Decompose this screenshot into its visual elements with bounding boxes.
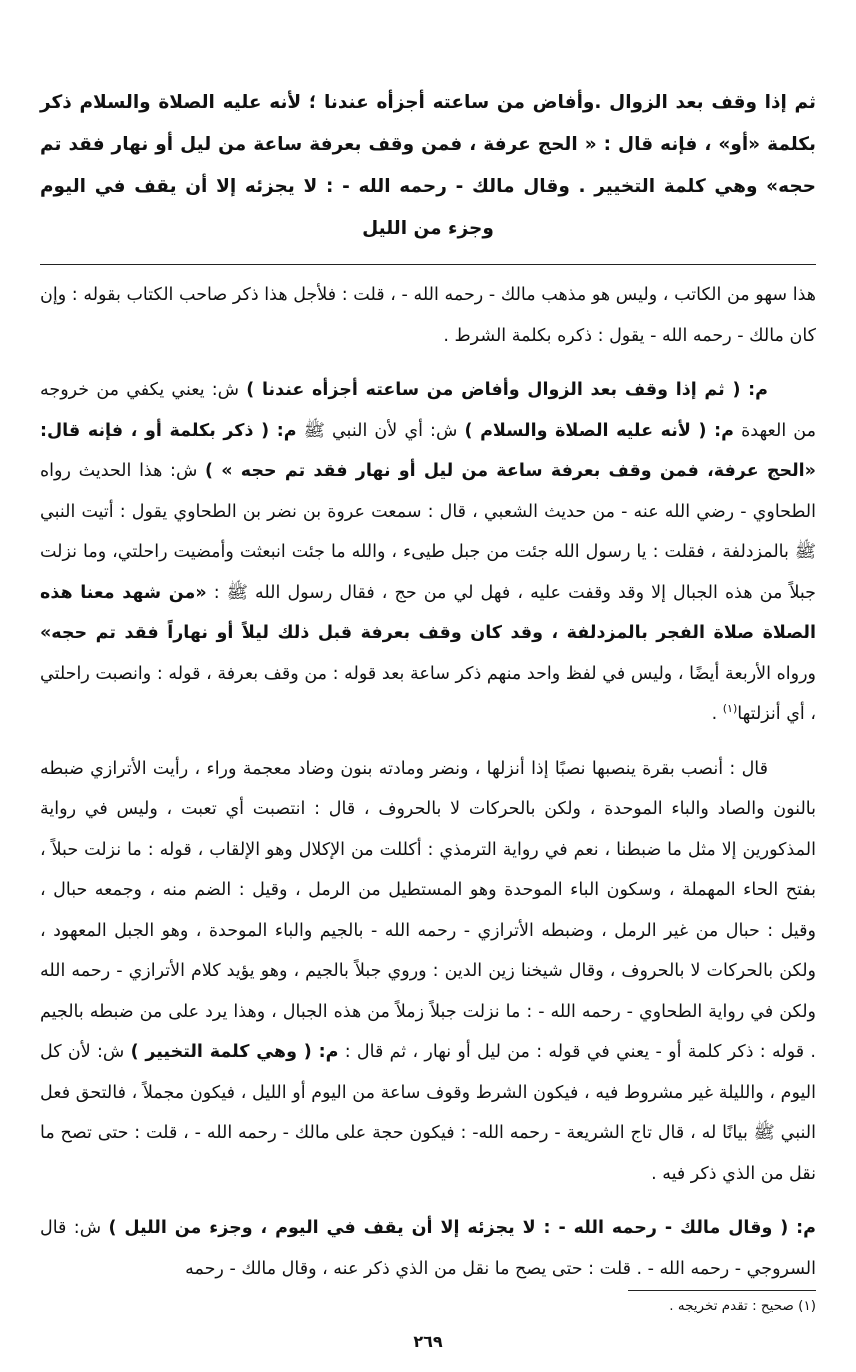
footnote-marker: (١) <box>722 702 738 716</box>
commentary-text: ش: لأن كل اليوم ، والليلة غير مشروط فيه ، فيكون الشرط وقوف ساعة من اليوم أو الليل ، فيكون مجملاً ، فالتحق فعل النبي ﷺ بيانًا له ، قال تاج الشريعة - رحمه الله- : فيكون حجة على مالك - رحمه الله - ، قلت : حتى تصح ما نقل من الذي ذكر فيه . <box>40 1042 816 1184</box>
sharh-paragraph-2 <box>40 370 816 735</box>
section-divider <box>40 264 816 265</box>
matn-paragraph: ثم إذا وقف بعد الزوال .وأفاض من ساعته أجزأه عندنا ؛ لأنه عليه الصلاة والسلام ذكر بكلمة «أو» ، فإنه قال : « الحج عرفة ، فمن وقف بعرفة ساعة من ليل أو نهار فقد تم حجه» وهي كلمة التخيير . وقال مالك - رحمه الله - : لا يجزئه إلا أن يقف في اليوم وجزء من الليل <box>40 92 816 239</box>
page-number: ٢٦٩ <box>413 1332 443 1351</box>
matn-quote: م: ( وقال مالك - رحمه الله - : لا يجزئه إلا أن يقف في اليوم ، وجزء من الليل ) <box>108 1218 816 1238</box>
commentary-text: ورواه الأربعة أيضًا ، وليس في لفظ واحد منهم ذكر ساعة بعد قوله : من وقف بعرفة ، قوله : وانصبت راحلتي ، أي أنزلتها <box>40 663 816 724</box>
commentary-text: ش: قال السروجي - رحمه الله - . قلت : حتى يصح ما نقل من الذي ذكر عنه ، وقال مالك - رحمه <box>40 1218 816 1279</box>
commentary-text: ش: أي لأن النبي ﷺ <box>296 420 465 441</box>
hadith-quote: «من شهد معنا هذه الصلاة صلاة الفجر بالمزدلفة ، وقد كان وقف بعرفة قبل ذلك ليلاً أو نهاراً فقد تم حجه» <box>40 582 816 643</box>
commentary-text: قال : أنصب بقرة ينصبها نصبًا إذا أنزلها ، ونضر ومادته بنون وضاد معجمة وراء ، رأيت الأترازي ضبطه بالنون والصاد والباء الموحدة ، ولكن بالحركات لا بالحروف ، قال : انتصبت أي تعبت ، وليس في رواية المذكورين إلا مثل ما ضبطنا ، نعم في رواية الترمذي : أكللت من الإكلال وهو الإلقاب ، قوله : ما نزلت حبلاً ، بفتح الحاء المهملة ، وسكون الباء الموحدة وهو المستطيل من الرمل ، وقيل : الضم منه ، وجمعه حبال ، وقيل : حبال من غير الرمل ، وضبطه الأترازي - رحمه الله - بالجيم والباء الموحدة ، وهو الجبل المعهود ، ولكن بالحركات لا بالحروف ، وقال شيخنا زين الدين : وروي جبلاً بالجيم ، وهو يؤيد كلام الأترازي - رحمه الله ولكن في رواية الطحاوي - رحمه الله - : ما نزلت جبلاً زملاً من هذه الجبال ، وهذا يرد على من ضبطه بالجيم . قوله : ذكر كلمة أو - يعني في قوله : من ليل أو نهار ، ثم قال : <box>40 758 816 1062</box>
commentary-text: . <box>711 704 723 724</box>
matn-quote: م: ( ذكر بكلمة أو ، فإنه قال: «الحج عرفة، فمن وقف بعرفة ساعة من ليل أو نهار فقد تم حجه » ) <box>40 420 816 481</box>
footnote: (١) صحيح : تقدم تخريجه . <box>669 1298 816 1314</box>
matn-quote: م: ( ثم إذا وقف بعد الزوال وأفاض من ساعته أجزأه عندنا ) <box>246 380 769 400</box>
commentary-text: ش: هذا الحديث رواه الطحاوي - رضي الله عنه - من حديث الشعبي ، قال : سمعت عروة بن نضر بن الطحاوي يقول : أتيت النبي ﷺ بالمزدلفة ، فقلت : يا رسول الله جئت من جبل طيىء ، والله ما جئت انبعثت وأمضيت راحلتي، وما نزلت جبلاً من هذه الجبال إلا وقد وقفت عليه ، فهل لي من حج ، فقال رسول الله ﷺ : <box>40 461 816 603</box>
matn-quote: م: ( لأنه عليه الصلاة والسلام ) <box>464 420 735 441</box>
commentary-text: ش: يعني يكفي من خروجه من العهدة <box>40 380 817 441</box>
sharh-paragraph-3 <box>40 749 816 1195</box>
sharh-section <box>40 275 816 1289</box>
page-body <box>40 82 816 1303</box>
sharh-paragraph-1: هذا سهو من الكاتب ، وليس هو مذهب مالك - رحمه الله - ، قلت : فلأجل هذا ذكر صاحب الكتاب بقوله : وإن كان مالك - رحمه الله - يقول : ذكره بكلمة الشرط . <box>40 285 816 346</box>
sharh-paragraph-4 <box>40 1208 816 1289</box>
matn-section <box>40 82 816 250</box>
matn-quote: م: ( وهي كلمة التخيير ) <box>130 1042 339 1062</box>
footnote-divider <box>628 1290 816 1291</box>
